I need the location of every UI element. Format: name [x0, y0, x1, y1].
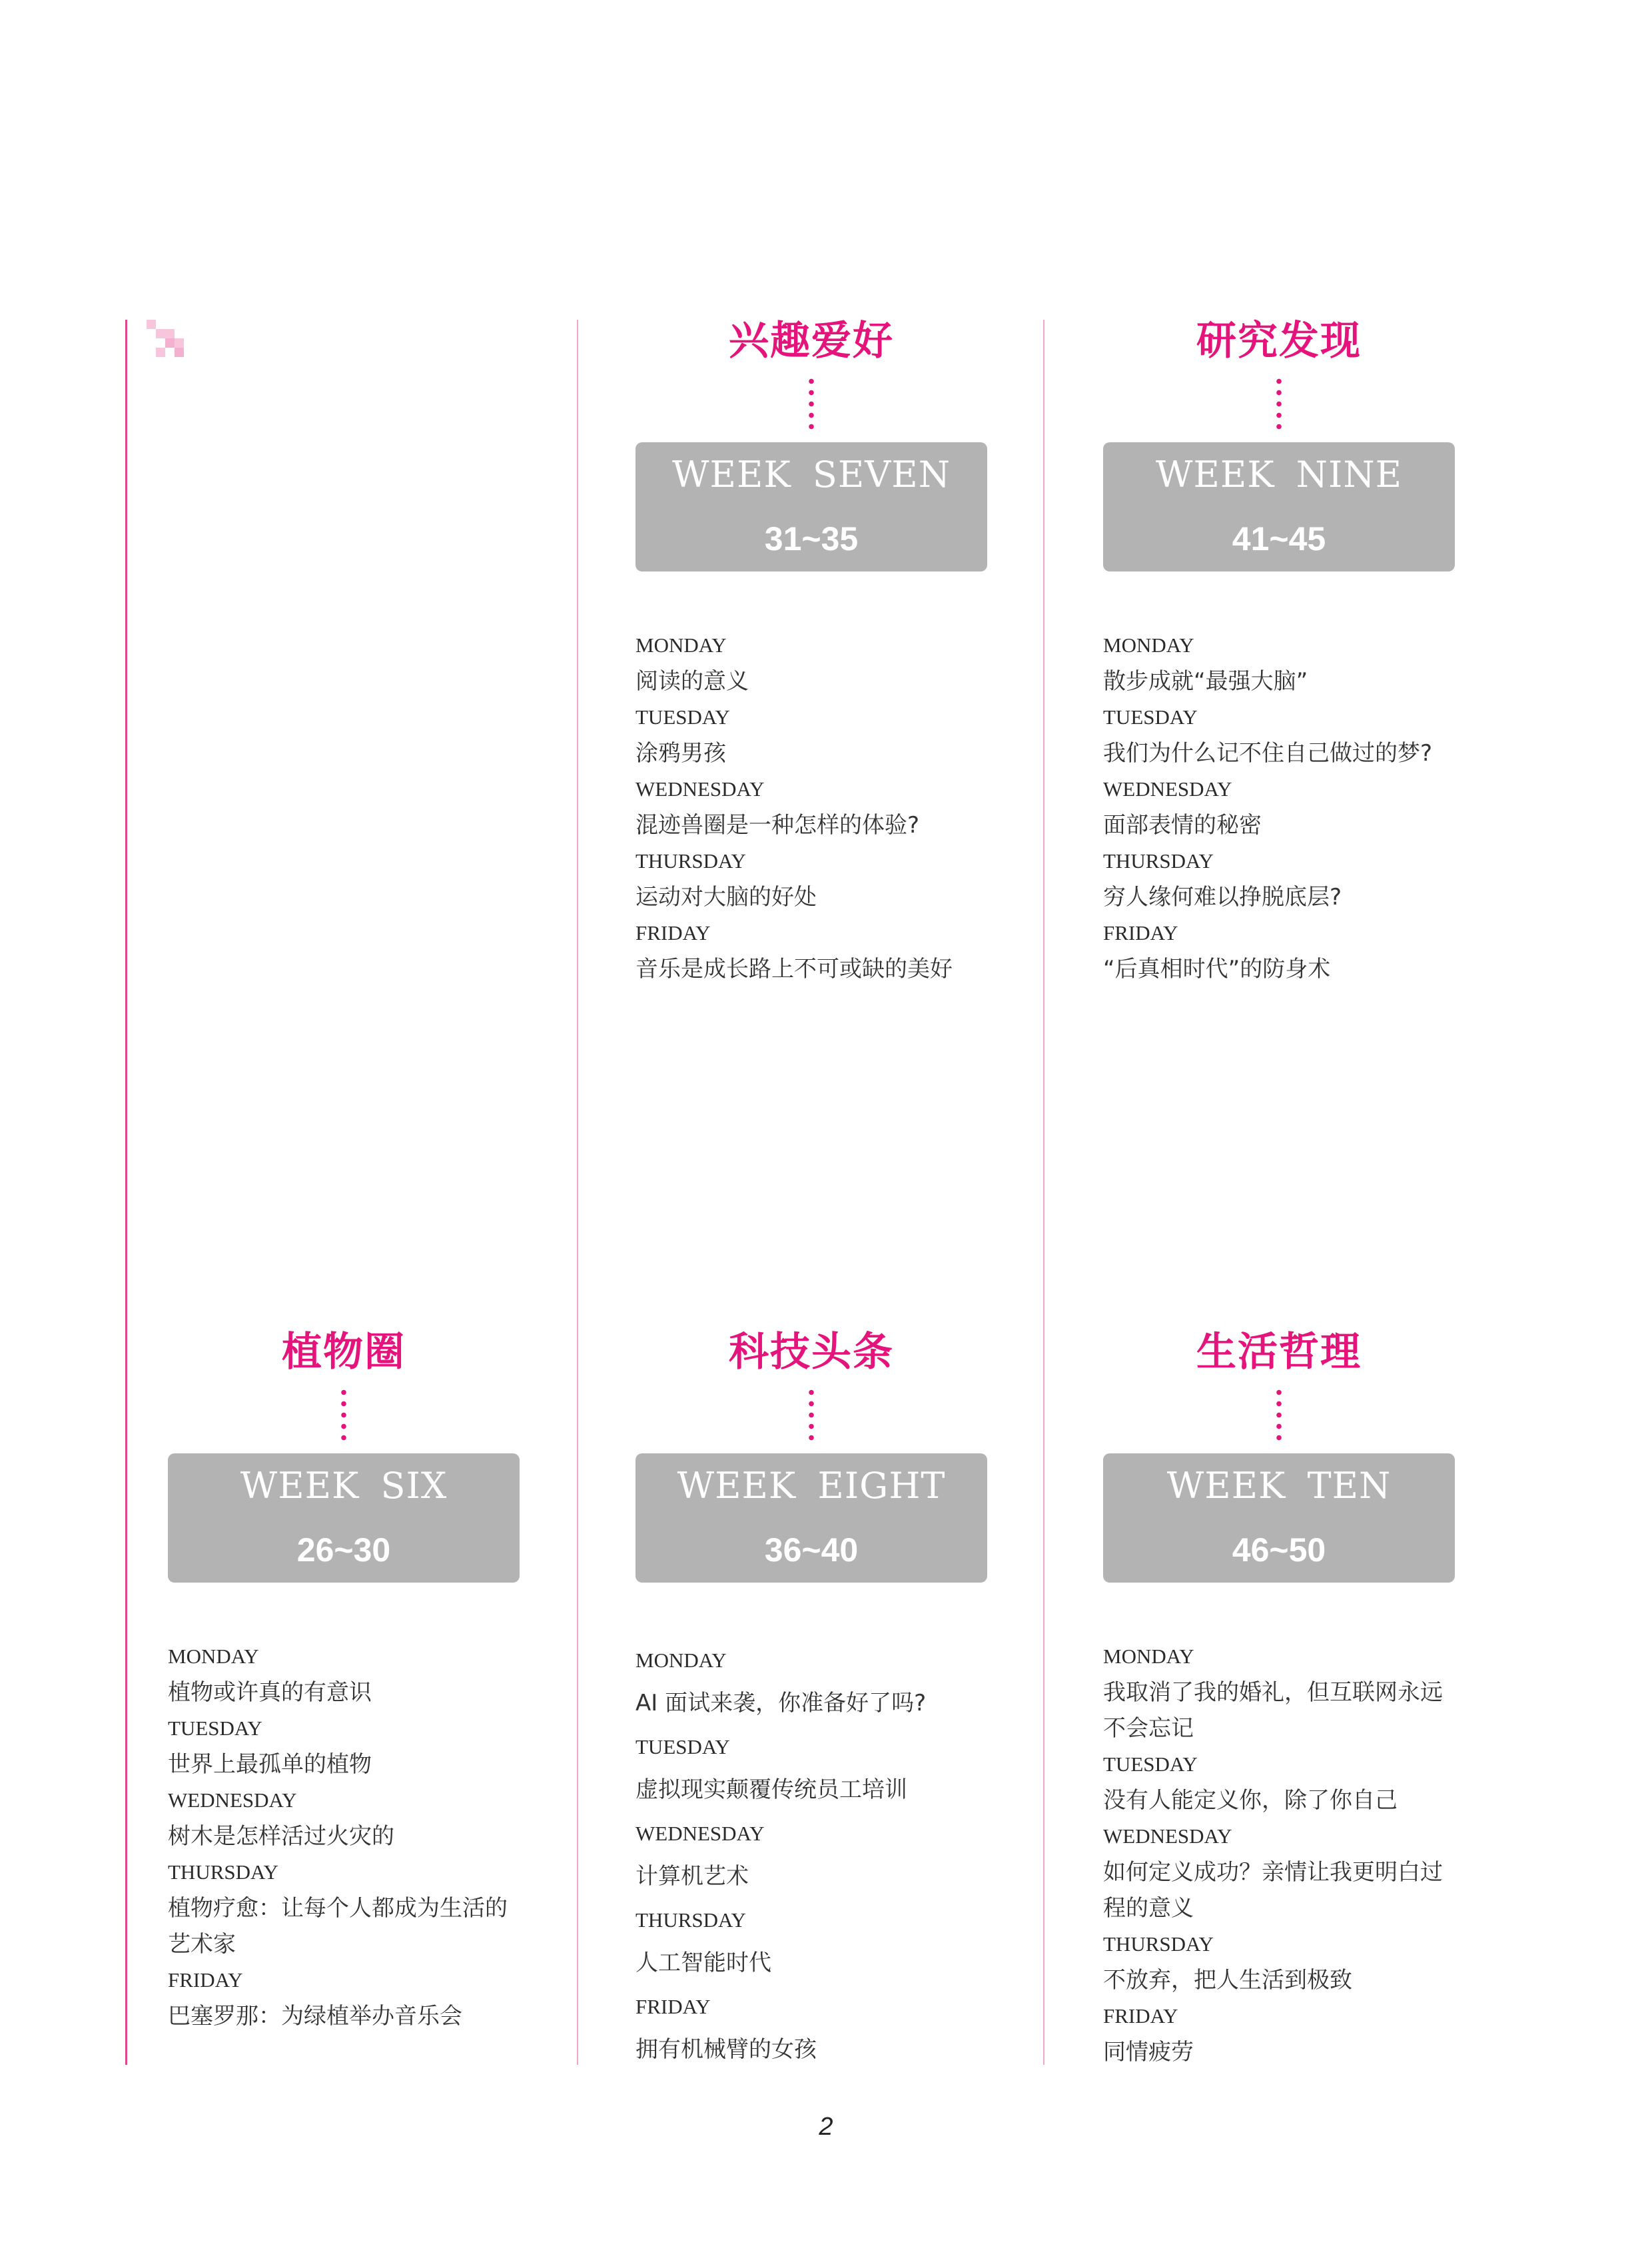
week-box	[635, 1453, 987, 1583]
week-box	[1103, 1453, 1455, 1583]
weekday-label: TUESDAY	[1103, 705, 1198, 729]
article-title: 运动对大脑的好处	[635, 884, 817, 911]
weekday-label: FRIDAY	[635, 921, 711, 944]
article-title: 我们为什么记不住自己做过的梦?	[1103, 740, 1433, 767]
article-title: 涂鸦男孩	[635, 740, 726, 767]
weekday-label: TUESDAY	[1103, 1752, 1198, 1776]
week-box	[168, 1453, 520, 1583]
article-title: 植物疗愈：让每个人都成为生活的艺术家	[168, 1895, 508, 1958]
article-title: “后真相时代”的防身术	[1103, 956, 1331, 982]
weekday-label: MONDAY	[168, 1645, 259, 1668]
issue-range: 26~30	[296, 1531, 391, 1569]
weekday-label: MONDAY	[1103, 633, 1194, 657]
weekday-label: MONDAY	[1103, 1645, 1194, 1668]
article-title: 计算机艺术	[635, 1863, 749, 1890]
article-title: 我取消了我的婚礼，但互联网永远不会忘记	[1103, 1679, 1443, 1742]
issue-range: 36~40	[764, 1531, 859, 1569]
article-title: 巴塞罗那：为绿植举办音乐会	[168, 2003, 462, 2030]
weekday-label: FRIDAY	[1103, 921, 1178, 944]
article-title: 音乐是成长路上不可或缺的美好	[635, 956, 953, 982]
weekday-label: FRIDAY	[168, 1968, 243, 1992]
week-label: WEEK SIX	[240, 1465, 448, 1507]
article-title: 如何定义成功？亲情让我更明白过程的意义	[1103, 1859, 1443, 1922]
weekday-label: WEDNESDAY	[635, 1822, 765, 1845]
pixel-ornament-icon	[147, 320, 187, 360]
dotted-connector	[341, 1387, 346, 1444]
issue-range: 31~35	[764, 520, 859, 558]
day-list	[1103, 627, 1455, 987]
article-title: 同情疲劳	[1103, 2039, 1194, 2065]
section-title: 科技头条	[729, 1329, 894, 1375]
weekday-label: THURSDAY	[1103, 849, 1214, 873]
day-list	[1103, 1639, 1455, 2070]
week-label: WEEK SEVEN	[672, 454, 951, 496]
weekday-label: WEDNESDAY	[635, 777, 765, 801]
week-label: WEEK EIGHT	[677, 1465, 946, 1507]
article-title: 混迹兽圈是一种怎样的体验?	[635, 812, 920, 839]
article-title: 世界上最孤单的植物	[168, 1751, 372, 1778]
weekday-label: WEDNESDAY	[168, 1788, 297, 1812]
weekday-label: TUESDAY	[168, 1716, 262, 1740]
left-rule	[125, 320, 127, 2065]
article-title: 植物或许真的有意识	[168, 1679, 372, 1706]
weekday-label: TUESDAY	[635, 1735, 730, 1758]
dotted-connector	[1276, 1387, 1282, 1444]
day-list	[635, 627, 987, 987]
article-title: 散步成就“最强大脑”	[1103, 668, 1308, 695]
article-title: 没有人能定义你，除了你自己	[1103, 1787, 1398, 1814]
section-title: 生活哲理	[1196, 1329, 1362, 1375]
day-list	[168, 1639, 520, 2034]
week-column	[635, 1325, 987, 2071]
article-title: 拥有机械臂的女孩	[635, 2036, 817, 2063]
week-label: WEEK NINE	[1155, 454, 1403, 496]
weekday-label: FRIDAY	[1103, 2004, 1178, 2028]
week-column	[168, 1325, 520, 2034]
article-title: 不放弃，把人生活到极致	[1103, 1967, 1352, 1994]
article-title: 面部表情的秘密	[1103, 812, 1262, 839]
weekday-label: THURSDAY	[168, 1860, 278, 1884]
weekday-label: THURSDAY	[635, 1908, 746, 1932]
weekday-label: MONDAY	[635, 1649, 727, 1672]
week-column	[1103, 314, 1455, 987]
article-title: 虚拟现实颠覆传统员工培训	[635, 1776, 907, 1803]
weekday-label: THURSDAY	[635, 849, 746, 873]
article-title: AI 面试来袭，你准备好了吗?	[635, 1690, 927, 1716]
article-title: 树木是怎样活过火灾的	[168, 1823, 394, 1850]
article-title: 穷人缘何难以挣脱底层?	[1103, 884, 1342, 911]
weekday-label: WEDNESDAY	[1103, 1824, 1232, 1848]
week-box	[635, 442, 987, 571]
dotted-connector	[1276, 376, 1282, 433]
column-divider	[1043, 320, 1044, 2065]
column-divider	[577, 320, 578, 2065]
weekday-label: THURSDAY	[1103, 1932, 1214, 1956]
dotted-connector	[809, 1387, 814, 1444]
week-box	[1103, 442, 1455, 571]
weekday-label: MONDAY	[635, 633, 727, 657]
weekday-label: WEDNESDAY	[1103, 777, 1232, 801]
issue-range: 46~50	[1232, 1531, 1326, 1569]
weekday-label: TUESDAY	[635, 705, 730, 729]
dotted-connector	[809, 376, 814, 433]
article-title: 人工智能时代	[635, 1950, 771, 1976]
page-number: 2	[819, 2113, 833, 2141]
weekday-label: FRIDAY	[635, 1995, 711, 2018]
section-title: 研究发现	[1196, 318, 1362, 364]
section-title: 植物圈	[282, 1329, 406, 1375]
week-column	[635, 314, 987, 987]
article-title: 阅读的意义	[635, 668, 749, 695]
week-column	[1103, 1325, 1455, 2070]
section-title: 兴趣爱好	[729, 318, 894, 364]
issue-range: 41~45	[1232, 520, 1326, 558]
day-list	[635, 1639, 987, 2071]
week-label: WEEK TEN	[1166, 1465, 1392, 1507]
